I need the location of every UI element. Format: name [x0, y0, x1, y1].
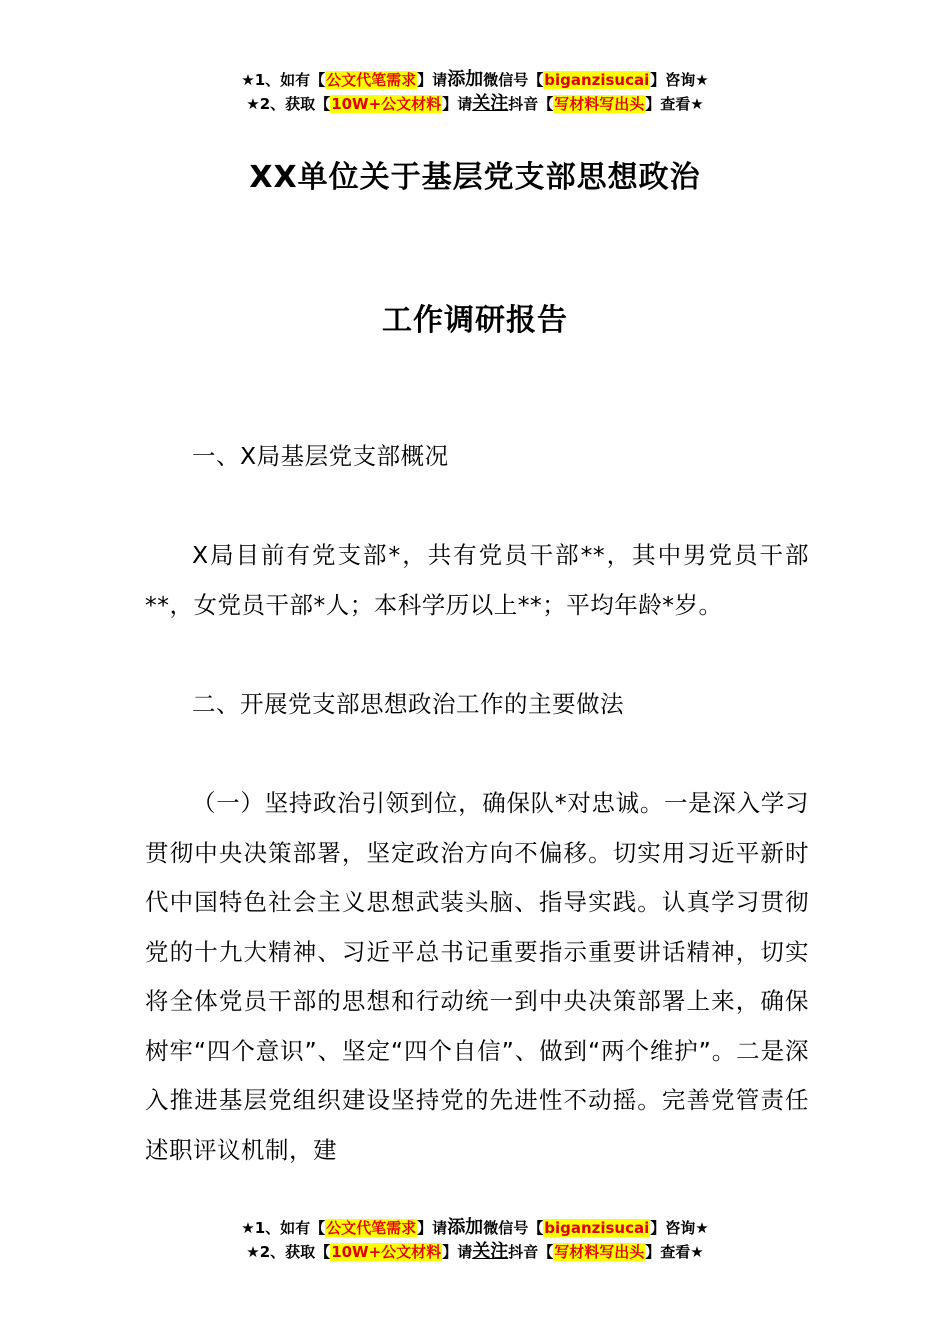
banner-highlight: 10W+公文材料: [331, 1243, 442, 1261]
banner-douyin-id: 写材料写出头: [554, 1243, 645, 1261]
section-heading-1: 一、X局基层党支部概况: [192, 442, 449, 470]
banner-text: 】查看★: [645, 1243, 704, 1261]
banner-line-1: [0, 68, 950, 92]
banner-wechat-id: biganzisucai: [544, 1219, 650, 1237]
banner-douyin-id: 写材料写出头: [554, 95, 645, 113]
banner-text: ★1、如有【: [241, 1219, 326, 1237]
banner-emphasis: 添加: [447, 1217, 484, 1238]
paragraph-practices: （一）坚持政治引领到位，确保队*对忠诚。一是深入学习贯彻中央决策部署，坚定政治方向不偏移。切实用习近平新时代中国特色社会主义思想武装头脑、指导实践。认真学习贯彻党的十九大精神、习近平总书记重要指示重要讲话精神，切实将全体党员干部的思想和行动统一到中央决策部署上来，确保树牢“四个意识”、坚定“四个自信”、做到“两个维护”。二是深入推进基层党组织建设坚持党的先进性不动摇。完善党管责任述职评议机制，建: [145, 789, 809, 1164]
banner-text: ★1、如有【: [241, 71, 326, 89]
section-heading-2: 二、开展党支部思想政治工作的主要做法: [192, 690, 624, 718]
banner-text: 抖音【: [508, 1243, 554, 1261]
banner-line-2: [0, 92, 950, 116]
banner-text: 】请: [417, 1219, 448, 1237]
banner-text: 】请: [417, 71, 448, 89]
banner-text: 】请: [442, 95, 473, 113]
banner-text: 】请: [442, 1243, 473, 1261]
paragraph-overview: X局目前有党支部*，共有党员干部**，其中男党员干部**，女党员干部*人；本科学历以上**；平均年龄*岁。: [145, 541, 809, 619]
banner-text: 抖音【: [508, 95, 554, 113]
document-title-line-2: 工作调研报告: [382, 303, 568, 338]
banner-line-1: [0, 1216, 950, 1240]
banner-text: 】咨询★: [650, 1219, 709, 1237]
banner-wechat-id: biganzisucai: [544, 71, 650, 89]
banner-text: 】咨询★: [650, 71, 709, 89]
header-banner: [0, 68, 950, 116]
banner-text: ★2、获取【: [246, 95, 331, 113]
banner-highlight: 公文代笔需求: [326, 71, 417, 89]
banner-highlight: 公文代笔需求: [326, 1219, 417, 1237]
banner-line-2: [0, 1240, 950, 1264]
banner-text: 微信号【: [483, 71, 544, 89]
banner-emphasis: 添加: [447, 69, 484, 90]
banner-emphasis: 关注: [472, 93, 509, 114]
banner-text: ★2、获取【: [246, 1243, 331, 1261]
banner-highlight: 10W+公文材料: [331, 95, 442, 113]
banner-text: 】查看★: [645, 95, 704, 113]
footer-banner: [0, 1216, 950, 1264]
banner-emphasis: 关注: [472, 1241, 509, 1262]
document-title-line-1: XX单位关于基层党支部思想政治: [249, 160, 701, 195]
banner-text: 微信号【: [483, 1219, 544, 1237]
